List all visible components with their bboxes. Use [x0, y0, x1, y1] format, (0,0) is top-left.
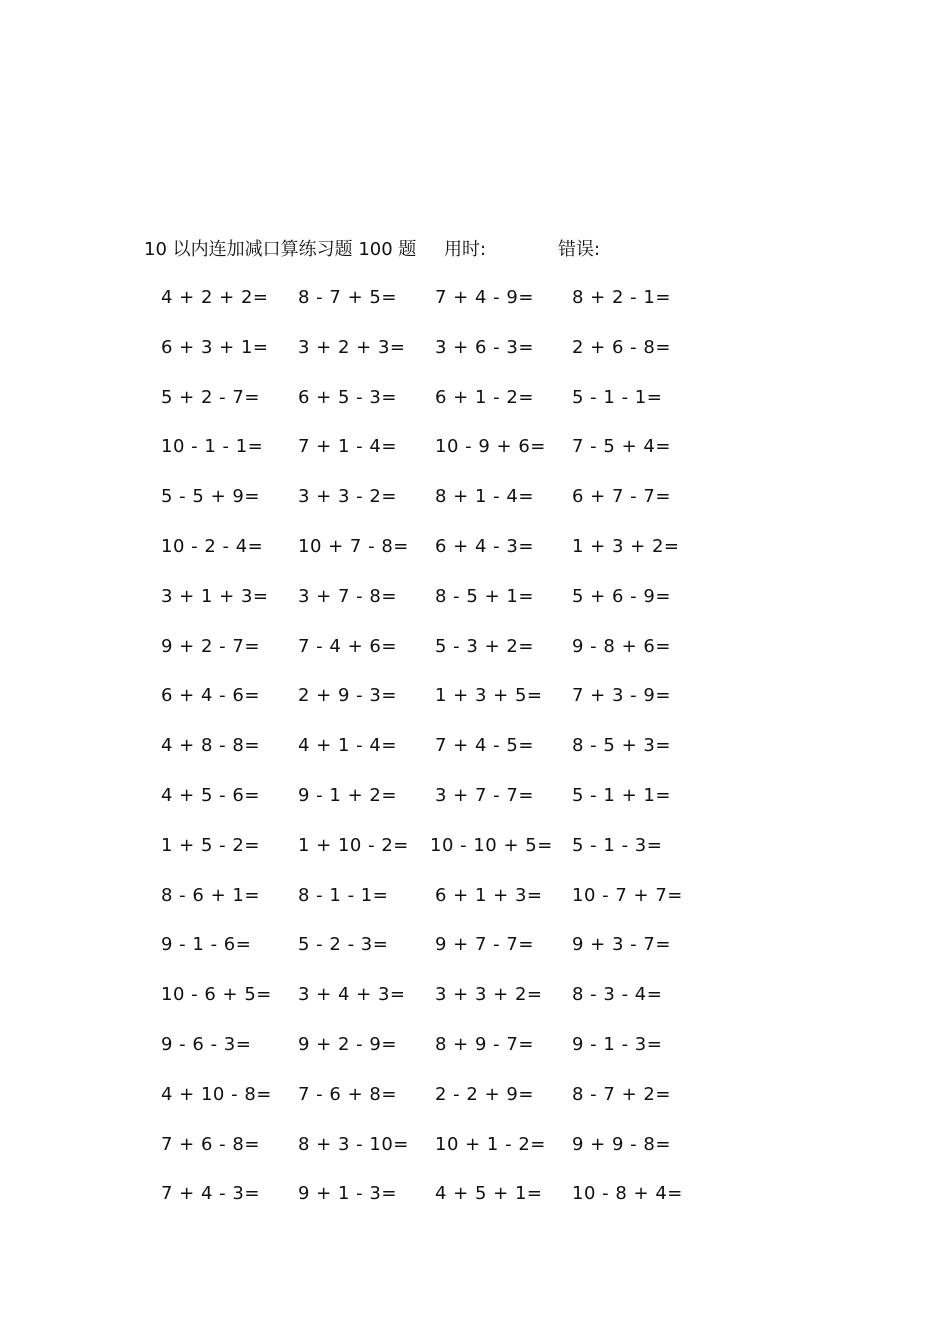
problem-cell: 10 + 1 - 2=	[435, 1133, 546, 1155]
time-label: 用时:	[444, 239, 487, 260]
problem-cell: 10 + 7 - 8=	[298, 535, 409, 557]
problem-cell: 3 + 3 + 2=	[435, 984, 543, 1006]
problem-cell: 2 + 9 - 3=	[298, 685, 397, 707]
problem-row	[0, 284, 950, 334]
problem-cell: 3 + 2 + 3=	[298, 336, 406, 358]
problem-cell: 10 - 8 + 4=	[572, 1183, 683, 1205]
problem-cell: 7 + 1 - 4=	[298, 436, 397, 458]
problem-cell: 5 + 6 - 9=	[572, 585, 671, 607]
problem-cell: 2 - 2 + 9=	[435, 1083, 534, 1105]
problem-cell: 9 - 8 + 6=	[572, 635, 671, 657]
problem-cell: 7 + 3 - 9=	[572, 685, 671, 707]
problem-cell: 6 + 1 + 3=	[435, 884, 543, 906]
problem-row	[0, 384, 950, 434]
problem-row	[0, 1180, 950, 1230]
problem-cell: 6 + 7 - 7=	[572, 486, 671, 508]
problem-cell: 8 + 3 - 10=	[298, 1133, 409, 1155]
problem-cell: 8 + 2 - 1=	[572, 287, 671, 308]
worksheet-title: 10 以内连加减口算练习题 100 题	[144, 239, 417, 260]
problem-cell: 7 + 4 - 5=	[435, 735, 534, 757]
problem-row	[0, 931, 950, 981]
problem-cell: 7 - 4 + 6=	[298, 635, 397, 657]
problem-row	[0, 633, 950, 683]
problem-cell: 6 + 5 - 3=	[298, 386, 397, 408]
problem-cell: 3 + 7 - 7=	[435, 784, 534, 806]
problem-cell: 5 - 1 - 3=	[572, 834, 663, 856]
problem-cell: 2 + 6 - 8=	[572, 336, 671, 358]
problem-cell: 4 + 2 + 2=	[161, 287, 269, 308]
problem-cell: 5 - 2 - 3=	[298, 934, 389, 956]
problem-cell: 7 - 5 + 4=	[572, 436, 671, 458]
problem-cell: 8 + 9 - 7=	[435, 1033, 534, 1055]
problem-row	[0, 1081, 950, 1131]
problem-cell: 1 + 10 - 2=	[298, 834, 409, 856]
problem-cell: 8 - 5 + 1=	[435, 585, 534, 607]
problem-cell: 1 + 5 - 2=	[161, 834, 260, 856]
problem-cell: 4 + 10 - 8=	[161, 1083, 272, 1105]
problem-cell: 9 - 1 - 3=	[572, 1033, 663, 1055]
problem-cell: 7 + 4 - 9=	[435, 287, 534, 308]
problem-cell: 5 - 3 + 2=	[435, 635, 534, 657]
problem-cell: 4 + 1 - 4=	[298, 735, 397, 757]
problem-cell: 7 + 6 - 8=	[161, 1133, 260, 1155]
error-label: 错误:	[558, 239, 601, 260]
problem-cell: 3 + 1 + 3=	[161, 585, 269, 607]
problem-row	[0, 483, 950, 533]
problem-grid	[0, 284, 950, 1230]
problem-cell: 7 + 4 - 3=	[161, 1183, 260, 1205]
problem-cell: 8 - 6 + 1=	[161, 884, 260, 906]
problem-cell: 4 + 5 + 1=	[435, 1183, 543, 1205]
problem-cell: 9 - 1 + 2=	[298, 784, 397, 806]
problem-cell: 6 + 3 + 1=	[161, 336, 269, 358]
problem-cell: 7 - 6 + 8=	[298, 1083, 397, 1105]
problem-cell: 6 + 4 - 3=	[435, 535, 534, 557]
problem-cell: 9 + 2 - 7=	[161, 635, 260, 657]
problem-cell: 5 - 1 + 1=	[572, 784, 671, 806]
problem-cell: 9 - 6 - 3=	[161, 1033, 252, 1055]
problem-cell: 3 + 6 - 3=	[435, 336, 534, 358]
problem-cell: 4 + 5 - 6=	[161, 784, 260, 806]
problem-cell: 1 + 3 + 5=	[435, 685, 543, 707]
problem-cell: 8 - 7 + 5=	[298, 287, 397, 308]
problem-cell: 9 - 1 - 6=	[161, 934, 252, 956]
problem-cell: 1 + 3 + 2=	[572, 535, 680, 557]
problem-cell: 5 - 1 - 1=	[572, 386, 663, 408]
problem-row	[0, 1031, 950, 1081]
problem-cell: 9 + 1 - 3=	[298, 1183, 397, 1205]
problem-row	[0, 433, 950, 483]
problem-cell: 5 + 2 - 7=	[161, 386, 260, 408]
problem-cell: 4 + 8 - 8=	[161, 735, 260, 757]
problem-row	[0, 334, 950, 384]
problem-cell: 8 - 1 - 1=	[298, 884, 389, 906]
problem-cell: 10 - 10 + 5=	[430, 834, 553, 856]
problem-cell: 8 - 5 + 3=	[572, 735, 671, 757]
problem-cell: 9 + 2 - 9=	[298, 1033, 397, 1055]
problem-row	[0, 981, 950, 1031]
problem-cell: 9 + 3 - 7=	[572, 934, 671, 956]
problem-cell: 10 - 9 + 6=	[435, 436, 546, 458]
problem-cell: 8 - 3 - 4=	[572, 984, 663, 1006]
problem-row	[0, 882, 950, 932]
problem-cell: 10 - 2 - 4=	[161, 535, 264, 557]
problem-row	[0, 682, 950, 732]
problem-cell: 9 + 9 - 8=	[572, 1133, 671, 1155]
problem-cell: 10 - 7 + 7=	[572, 884, 683, 906]
problem-cell: 3 + 4 + 3=	[298, 984, 406, 1006]
problem-cell: 6 + 1 - 2=	[435, 386, 534, 408]
problem-cell: 10 - 1 - 1=	[161, 436, 264, 458]
problem-cell: 3 + 3 - 2=	[298, 486, 397, 508]
problem-row	[0, 583, 950, 633]
problem-cell: 8 + 1 - 4=	[435, 486, 534, 508]
problem-row	[0, 832, 950, 882]
problem-row	[0, 782, 950, 832]
problem-cell: 3 + 7 - 8=	[298, 585, 397, 607]
problem-cell: 10 - 6 + 5=	[161, 984, 272, 1006]
problem-row	[0, 732, 950, 782]
problem-cell: 8 - 7 + 2=	[572, 1083, 671, 1105]
problem-cell: 9 + 7 - 7=	[435, 934, 534, 956]
problem-cell: 5 - 5 + 9=	[161, 486, 260, 508]
worksheet-header	[0, 236, 950, 264]
problem-cell: 6 + 4 - 6=	[161, 685, 260, 707]
problem-row	[0, 1131, 950, 1181]
problem-row	[0, 533, 950, 583]
